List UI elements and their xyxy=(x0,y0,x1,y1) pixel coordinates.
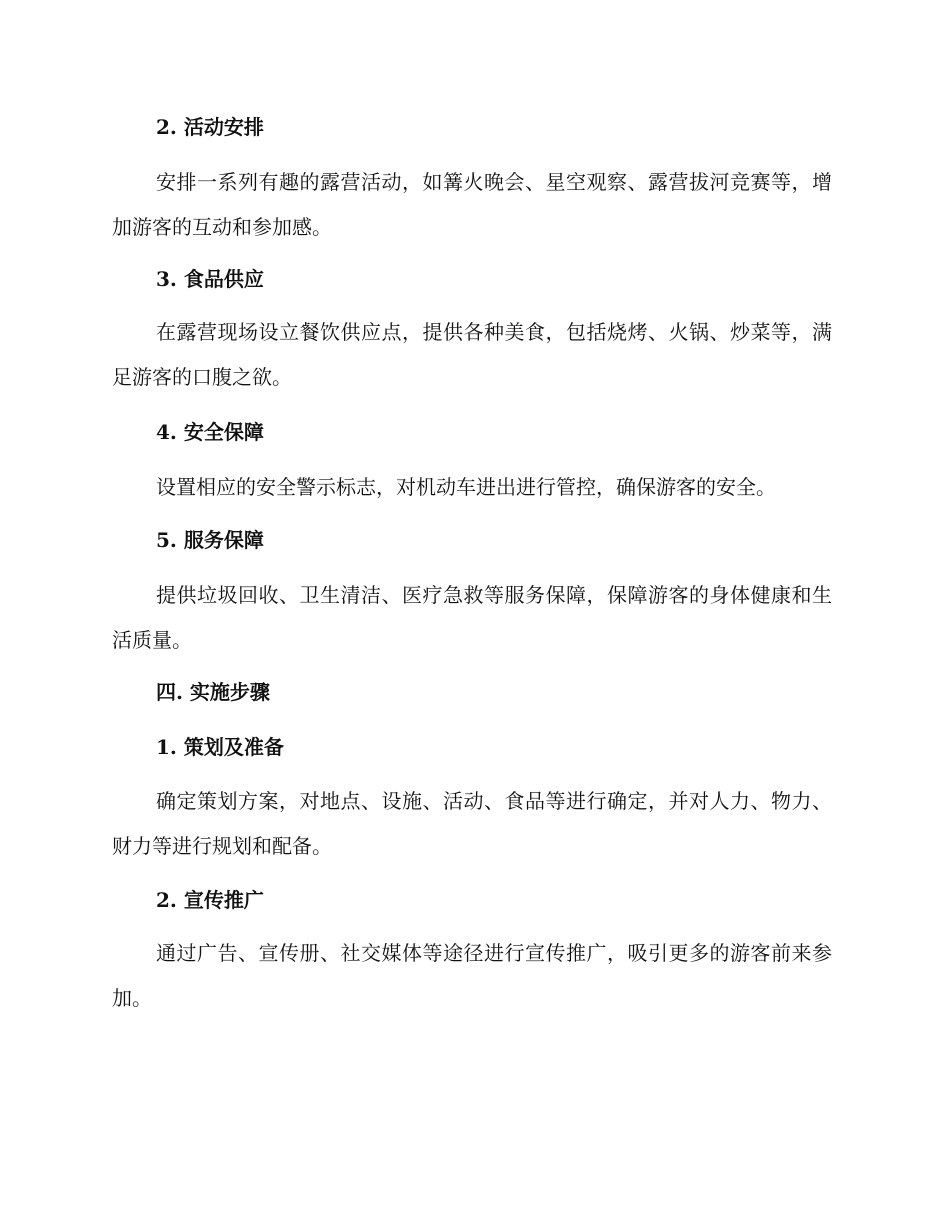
section-heading-activities: 2. 活动安排 xyxy=(156,115,264,139)
step-paragraph-planning: 确定策划方案，对地点、设施、活动、食品等进行确定，并对人力、物力、财力等进行规划和配备。 xyxy=(112,789,832,858)
section-paragraph-food: 在露营现场设立餐饮供应点，提供各种美食，包括烧烤、火锅、炒菜等，满足游客的口腹之欲。 xyxy=(112,320,832,389)
section-paragraph-safety: 设置相应的安全警示标志，对机动车进出进行管控，确保游客的安全。 xyxy=(156,475,776,499)
section-heading-service: 5. 服务保障 xyxy=(156,528,264,552)
part-heading-implementation: 四. 实施步骤 xyxy=(156,680,270,704)
section-paragraph-service: 提供垃圾回收、卫生清洁、医疗急救等服务保障，保障游客的身体健康和生活质量。 xyxy=(112,583,832,652)
step-heading-planning: 1. 策划及准备 xyxy=(156,735,284,759)
step-paragraph-promotion: 通过广告、宣传册、社交媒体等途径进行宣传推广，吸引更多的游客前来参加。 xyxy=(112,941,832,1010)
step-heading-promotion: 2. 宣传推广 xyxy=(156,888,264,912)
section-heading-safety: 4. 安全保障 xyxy=(156,420,264,444)
section-paragraph-activities: 安排一系列有趣的露营活动，如篝火晚会、星空观察、露营拔河竞赛等，增加游客的互动和参加感。 xyxy=(112,170,832,239)
section-heading-food: 3. 食品供应 xyxy=(156,267,264,291)
